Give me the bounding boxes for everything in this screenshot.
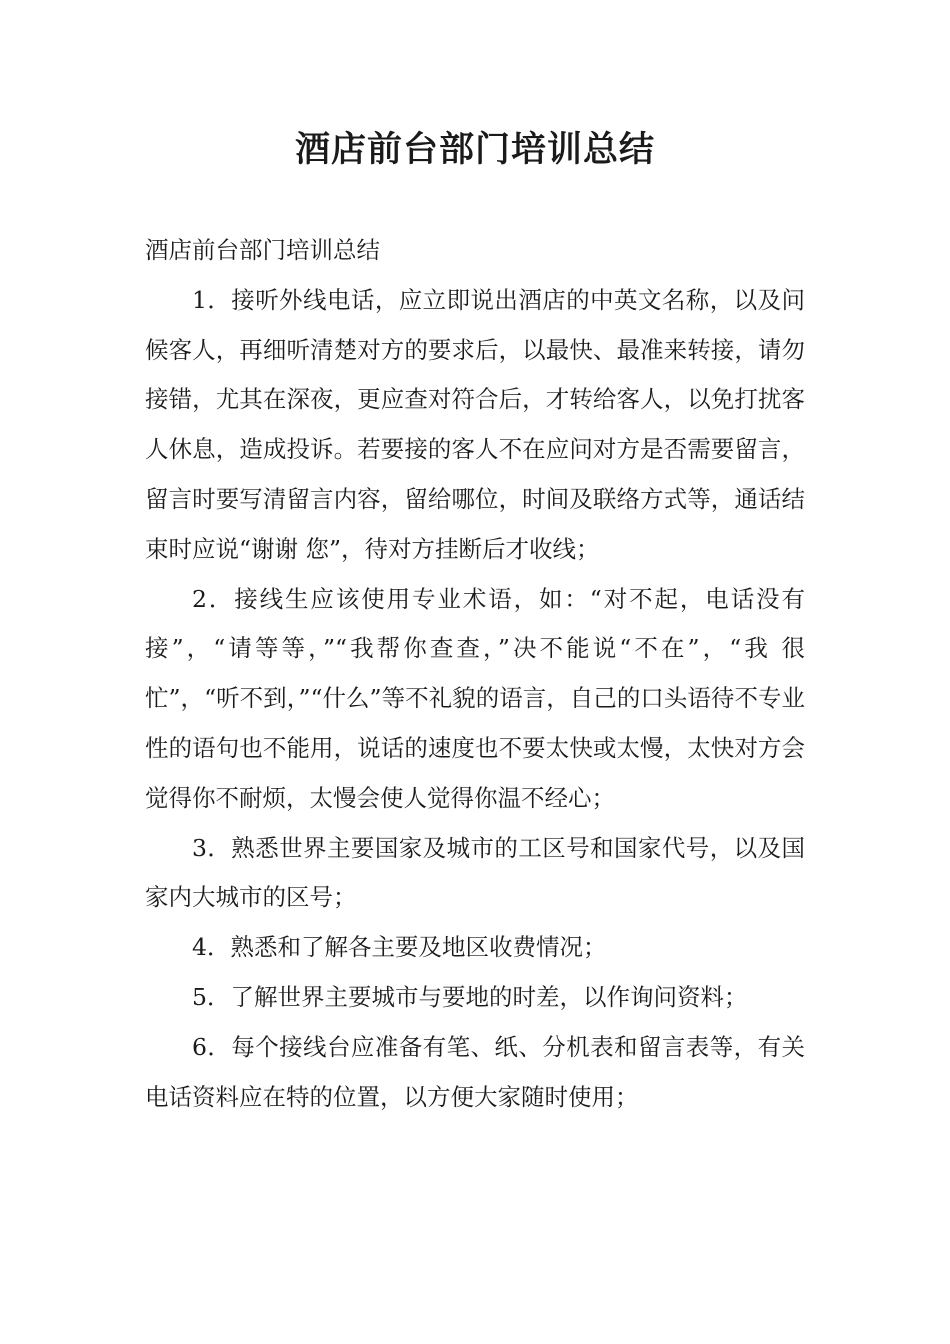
document-title: 酒店前台部门培训总结 [294, 130, 655, 170]
paragraph-4: 4．熟悉和了解各主要及地区收费情况； [192, 933, 607, 962]
paragraph-5: 5．了解世界主要城市与要地的时差，以作询问资料； [192, 982, 748, 1011]
document-subtitle: 酒店前台部门培训总结 [145, 236, 380, 264]
paragraph-2: 2．接线生应该使用专业术语，如：“对不起，电话没有接”，“请等等，”“我帮你查查，”决不能说“不在”，“我 很忙”，“听不到，”“什么”等不礼貌的语言，自己的口头语待不专业性的语句也不能用，说话的速度也不要太快或太慢，太快对方会觉得你不耐烦，太慢会使人觉得你温不经心； [145, 584, 805, 812]
document-body [145, 226, 805, 1122]
paragraph-6: 6．每个接线台应准备有笔、纸、分机表和留言表等，有关电话资料应在特的位置，以方便大家随时使用； [145, 1032, 805, 1111]
paragraph-1: 1．接听外线电话，应立即说出酒店的中英文名称，以及问候客人，再细听清楚对方的要求后，以最快、最准来转接，请勿接错，尤其在深夜，更应查对符合后，才转给客人，以免打扰客人休息，造成投诉。若要接的客人不在应问对方是否需要留言，留言时要写清留言内容，留给哪位，时间及联络方式等，通话结束时应说“谢谢 您”，待对方挂断后才收线； [145, 285, 805, 563]
paragraph-3: 3．熟悉世界主要国家及城市的工区号和国家代号，以及国家内大城市的区号； [145, 833, 805, 912]
